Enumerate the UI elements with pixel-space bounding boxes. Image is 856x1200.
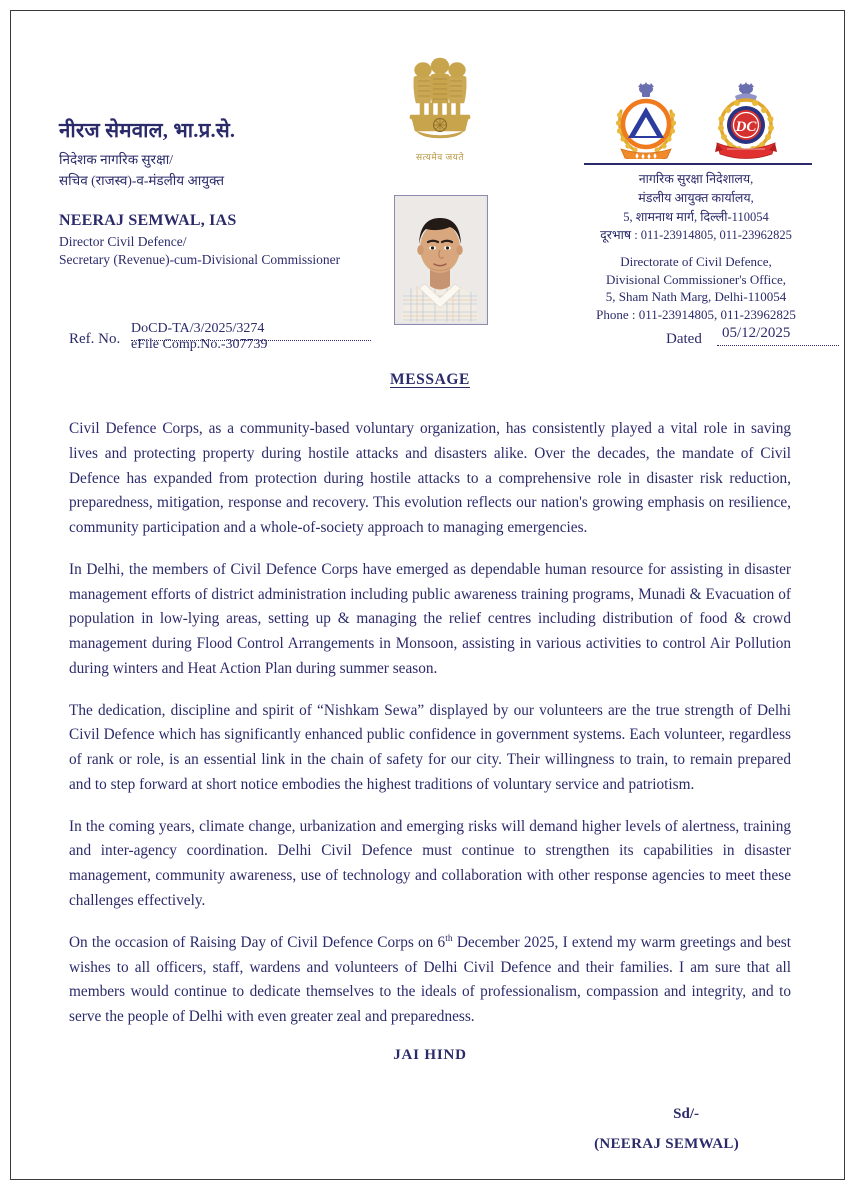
efile-number: eFile Comp.No.-307739 bbox=[131, 337, 268, 353]
delhi-civil-defence-crest-icon bbox=[707, 81, 785, 159]
reference-dotted-line bbox=[131, 340, 371, 341]
officer-designation-english bbox=[59, 233, 389, 269]
designation-hindi-line-2: सचिव (राजस्व)-व-मंडलीय आयुक्त bbox=[59, 172, 225, 188]
date-dotted-line bbox=[717, 345, 839, 346]
address-english-line-3: 5, Sham Nath Marg, Delhi-110054 bbox=[605, 289, 787, 305]
paragraph-3: The dedication, discipline and spirit of “Nishkam Sewa” displayed by our volunteers are the true strength of Delhi Civil Defence which has significantly enhanced public confidence in government systems. Each volunteer, regardless of rank or role, is an essential link in the chain of safety for our city. Their willingness to train, to remain prepared and to step forward at short notice embodies the highest traditions of voluntary service and patriotism. bbox=[69, 701, 791, 793]
paragraph-2: In Delhi, the members of Civil Defence Corps have emerged as dependable human resource for assisting in disaster management efforts of district administration including public awareness training programs, Munadi & Evacuation of population in low-lying areas, setting up & managing the relief centres including distribution of food & crowd management during Flood Control Arrangements in Monsoon, assisting in various activities to control Air Pollution during winters and Heat Action Plan during summer season. bbox=[69, 560, 791, 677]
paragraph-5-before-ordinal: On the occasion of Raising Day of Civil Defence Corps on 6 bbox=[69, 933, 446, 951]
address-hindi-line-2: मंडलीय आयुक्त कार्यालय, bbox=[638, 190, 754, 205]
paragraph-5 bbox=[69, 931, 791, 1030]
national-emblem-ashoka-lion-capital-icon bbox=[398, 53, 482, 149]
portrait-photo-image bbox=[395, 196, 485, 322]
date-value: 05/12/2025 bbox=[722, 325, 791, 341]
officer-name-hindi: नीरज सेमवाल, भा.प्र.से. bbox=[59, 120, 236, 142]
signed-marker: Sd/- bbox=[673, 1105, 699, 1122]
address-hindi-line-4: दूरभाष : 011-23914805, 011-23962825 bbox=[600, 228, 792, 243]
letter-page bbox=[10, 10, 845, 1180]
department-address-hindi bbox=[576, 170, 816, 245]
designation-english-line-2: Secretary (Revenue)-cum-Divisional Commissioner bbox=[59, 252, 341, 268]
message-heading: MESSAGE bbox=[390, 371, 470, 388]
signatory-name: (NEERAJ SEMWAL) bbox=[594, 1135, 739, 1152]
address-hindi-line-3: 5, शामनाथ मार्ग, दिल्ली-110054 bbox=[623, 209, 769, 224]
letterhead bbox=[11, 11, 844, 322]
crest-row bbox=[576, 79, 816, 159]
paragraph-5-after-ordinal: December 2025, I extend my warm greetings and best wishes to all officers, staff, wardens and volunteers of Delhi Civil Defence and their families. I am sure that all members would continue to dedicate themselves to the ideals of professionalism, compassion and integrity, and to serve the people of Delhi with even greater zeal and preparedness. bbox=[69, 933, 792, 1026]
address-english-line-4: Phone : 011-23914805, 011-23962825 bbox=[596, 306, 796, 322]
signature-block bbox=[69, 1106, 791, 1153]
officer-name-english: NEERAJ SEMWAL, IAS bbox=[59, 211, 237, 229]
svg-text:DC: DC bbox=[735, 119, 757, 135]
reference-date-row bbox=[59, 321, 799, 361]
address-hindi-line-1: नागरिक सुरक्षा निदेशालय, bbox=[638, 172, 754, 186]
address-english-line-2: Divisional Commissioner's Office, bbox=[605, 271, 787, 287]
officer-portrait-photo bbox=[394, 195, 488, 325]
paragraph-1: Civil Defence Corps, as a community-based voluntary organization, has consistently played a vital role in saving lives and protecting property during hostile attacks and disasters alike. Over the decades, the mandate of Civil Defence has expanded from protection during hostile attacks to a comprehensive role in disaster risk reduction, preparedness, mitigation, response and recovery. This evolution reflects our nation's growing emphasis on resilience, community participation and a whole-of-society approach to managing emergencies. bbox=[69, 420, 791, 537]
designation-english-line-1: Director Civil Defence/ bbox=[59, 233, 187, 249]
department-address-english bbox=[576, 253, 816, 323]
designation-hindi-line-1: निदेशक नागरिक सुरक्षा/ bbox=[59, 152, 174, 167]
reference-number: DoCD-TA/3/2025/3274 bbox=[131, 321, 265, 336]
ordinal-suffix: th bbox=[445, 933, 453, 944]
message-body bbox=[69, 371, 791, 1153]
reference-value bbox=[131, 321, 268, 353]
officer-designation-hindi bbox=[59, 150, 389, 192]
civil-defence-emblem-icon bbox=[607, 81, 685, 159]
jai-hind-text: JAI HIND bbox=[393, 1046, 467, 1063]
emblem-motto-text: सत्यमेव जयते bbox=[415, 152, 465, 162]
address-english-line-1: Directorate of Civil Defence, bbox=[620, 254, 772, 269]
paragraph-4: In the coming years, climate change, urbanization and emerging risks will demand higher levels of alertness, training and inter-agency coordination. Delhi Civil Defence must continue to strengthen its capabilities in disaster management, community awareness, use of technology and collaboration with other response agencies to meet these challenges effectively. bbox=[69, 817, 791, 910]
officer-identity-block bbox=[59, 116, 389, 269]
date-label: Dated bbox=[666, 331, 702, 347]
header-divider-rule bbox=[584, 163, 812, 165]
department-header-block bbox=[576, 79, 816, 323]
reference-label: Ref. No. bbox=[69, 331, 121, 347]
national-emblem-block bbox=[394, 53, 486, 163]
